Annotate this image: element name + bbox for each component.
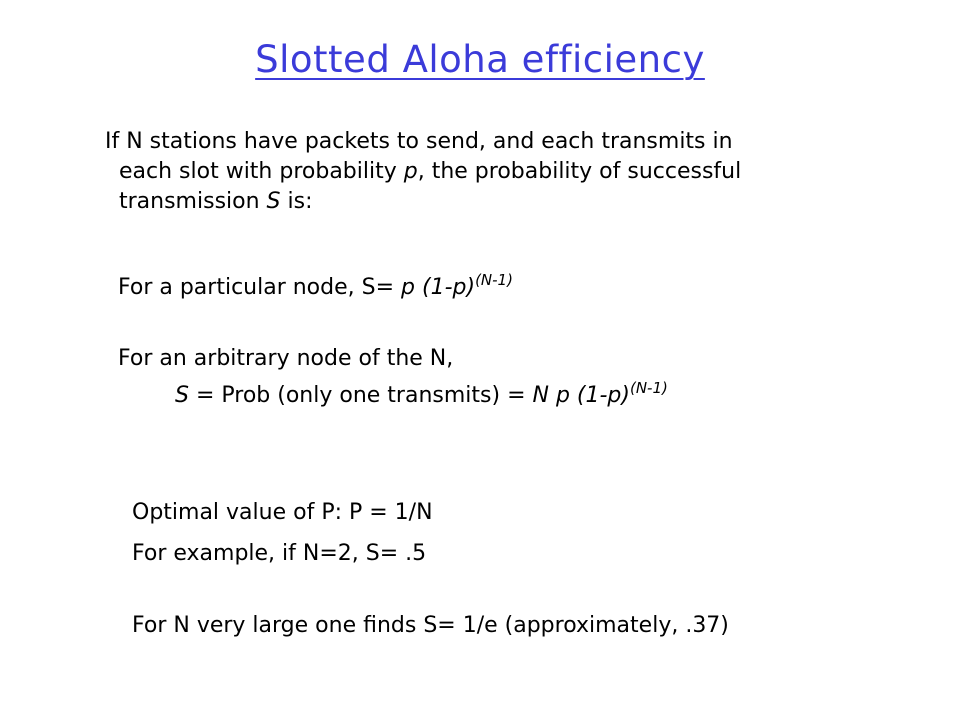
arbitrary-node-line: For an arbitrary node of the N,: [118, 346, 454, 371]
particular-node-text: For a particular node, S=: [118, 275, 402, 300]
intro-line-2-text-a: each slot with probability: [119, 159, 404, 184]
example-line: For example, if N=2, S= .5: [132, 541, 427, 566]
particular-node-formula: p (1-p): [401, 275, 476, 300]
probability-symbol: p: [403, 159, 418, 184]
intro-paragraph: [105, 127, 741, 217]
optimal-value-line: Optimal value of P: P = 1/N: [132, 500, 433, 525]
intro-line-2: [105, 157, 741, 187]
intro-line-2-text-b: , the probability of successful: [417, 159, 742, 184]
success-symbol: S: [266, 189, 281, 214]
large-n-line: For N very large one finds S= 1/e (approximately, .37): [132, 613, 729, 638]
particular-node-exponent: (N-1): [475, 271, 513, 289]
arbitrary-exponent: (N-1): [629, 379, 668, 397]
arbitrary-node-formula: [175, 381, 668, 411]
intro-line-1: If N stations have packets to send, and each transmits in: [105, 129, 733, 154]
particular-node-line: [118, 273, 513, 303]
page-title: Slotted Aloha efficiency: [255, 38, 705, 81]
intro-line-3: [105, 187, 741, 217]
intro-line-3-text-a: transmission: [119, 189, 267, 214]
arbitrary-prob-text: Prob (only one transmits): [221, 383, 501, 408]
arbitrary-formula: = N p (1-p): [500, 383, 630, 408]
arbitrary-s-equals: S =: [175, 383, 222, 408]
intro-line-3-text-b: is:: [280, 189, 313, 214]
